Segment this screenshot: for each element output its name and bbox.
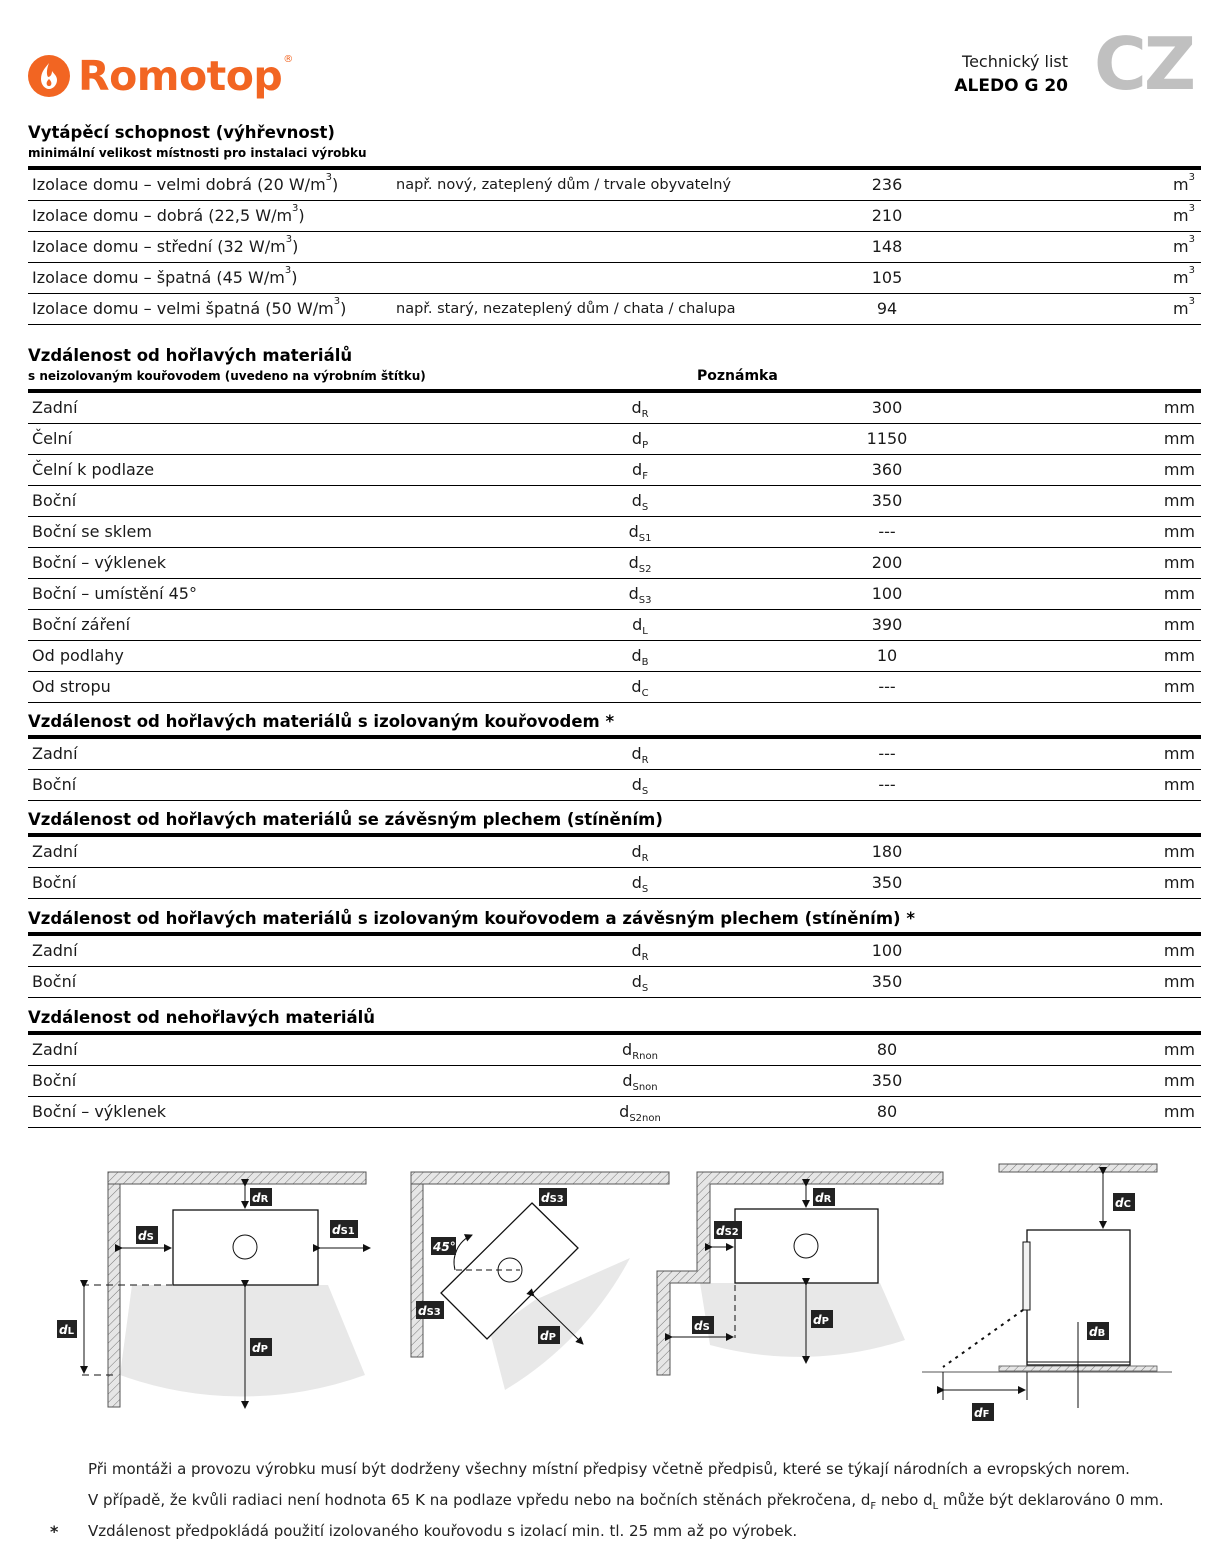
distance-label: Zadní bbox=[32, 744, 78, 763]
unit: mm bbox=[1163, 842, 1195, 861]
distance-value: 1150 bbox=[866, 429, 908, 448]
distance-label: Boční – výklenek bbox=[32, 553, 167, 572]
insulation-label: Izolace domu – špatná (45 $W/m^3$) bbox=[32, 265, 298, 287]
insulation-note: např. nový, zateplený dům / trvale obyvatelný bbox=[396, 177, 732, 193]
svg-text:dS: dS bbox=[138, 1229, 154, 1243]
distance-value: 10 bbox=[876, 646, 898, 665]
shield-title: Vzdálenost od hořlavých materiálů se závěsným plechem (stíněním) bbox=[28, 810, 663, 829]
table-row bbox=[28, 548, 1201, 579]
insulation-note: např. starý, nezateplený dům / chata / chalupa bbox=[396, 301, 736, 317]
unit: $m^3$ bbox=[1173, 172, 1195, 194]
svg-text:dP: dP bbox=[252, 1341, 268, 1355]
table-row bbox=[28, 393, 1201, 424]
label-dP-1 bbox=[250, 1338, 272, 1356]
svg-text:dS1: dS1 bbox=[332, 1223, 355, 1237]
distance-value: 390 bbox=[871, 615, 903, 634]
svg-text:dF: dF bbox=[974, 1406, 990, 1420]
insulation-label: Izolace domu – velmi dobrá (20 $W/m^3$) bbox=[32, 172, 339, 194]
svg-text:45°: 45° bbox=[433, 1240, 456, 1254]
table-row bbox=[28, 170, 1201, 201]
unit: $m^3$ bbox=[1173, 296, 1195, 318]
label-dS-2 bbox=[692, 1316, 714, 1334]
distance-symbol: $d_S$ bbox=[631, 491, 649, 513]
table-row bbox=[28, 424, 1201, 455]
unit: mm bbox=[1163, 553, 1195, 572]
distance-symbol: $d_{S2}$ bbox=[628, 553, 652, 575]
svg-text:dP: dP bbox=[813, 1313, 829, 1327]
distance-value: 80 bbox=[876, 1040, 898, 1059]
table-row bbox=[28, 739, 1201, 770]
svg-text:dS2: dS2 bbox=[716, 1224, 739, 1238]
footnote-insulated-flue: Vzdálenost předpokládá použití izolovaného kouřovodu s izolací min. tl. 25 mm až po výrobek. bbox=[88, 1522, 798, 1540]
unit: mm bbox=[1163, 398, 1195, 417]
distance-value: 360 bbox=[871, 460, 903, 479]
distance-symbol: $d_R$ bbox=[631, 398, 649, 420]
distance-label: Boční – výklenek bbox=[32, 1102, 167, 1121]
distance-symbol: $d_S$ bbox=[631, 972, 649, 994]
distance-symbol: $d_R$ bbox=[631, 941, 649, 963]
distance-value: --- bbox=[878, 744, 896, 763]
insulation-label: Izolace domu – velmi špatná (50 $W/m^3$) bbox=[32, 296, 347, 318]
table-row bbox=[28, 641, 1201, 672]
label-45deg bbox=[431, 1237, 456, 1255]
flame-icon bbox=[28, 55, 70, 97]
distance-value: 80 bbox=[876, 1102, 898, 1121]
registered-mark: ® bbox=[283, 54, 294, 65]
unit: mm bbox=[1163, 522, 1195, 541]
distance-label: Zadní bbox=[32, 1040, 78, 1059]
document-type: Technický list bbox=[962, 52, 1068, 71]
heating-table bbox=[28, 166, 1201, 325]
unit: mm bbox=[1163, 1040, 1195, 1059]
label-dC bbox=[1113, 1193, 1135, 1211]
insulation-label: Izolace domu – dobrá (22,5 $W/m^3$) bbox=[32, 203, 305, 225]
distance-symbol: $d_F$ bbox=[632, 460, 648, 482]
distance-value: 350 bbox=[871, 873, 903, 892]
table-row bbox=[28, 232, 1201, 263]
distance-label: Zadní bbox=[32, 941, 78, 960]
distance-value: 100 bbox=[871, 941, 903, 960]
label-dS2 bbox=[714, 1221, 742, 1239]
room-volume-value: 105 bbox=[871, 268, 903, 287]
label-dB bbox=[1087, 1322, 1109, 1340]
distance-label: Boční bbox=[32, 491, 77, 510]
unit: mm bbox=[1163, 873, 1195, 892]
label-dS3-side bbox=[416, 1301, 444, 1319]
distance-label: Zadní bbox=[32, 398, 78, 417]
unit: mm bbox=[1163, 1071, 1195, 1090]
distance-symbol: $d_P$ bbox=[631, 429, 649, 451]
distance-value: --- bbox=[878, 775, 896, 794]
insulation-label: Izolace domu – střední (32 $W/m^3$) bbox=[32, 234, 299, 256]
distance-symbol: $d_{Rnon}$ bbox=[622, 1040, 658, 1062]
unit: $m^3$ bbox=[1173, 234, 1195, 256]
unit: mm bbox=[1163, 744, 1195, 763]
room-volume-value: 210 bbox=[871, 206, 903, 225]
svg-text:dS3: dS3 bbox=[418, 1304, 441, 1318]
footnote-regulations: Při montáži a provozu výrobku musí být dodrženy všechny místní předpisy včetně předpisů, které se týkají národních a evropských norem. bbox=[88, 1460, 1130, 1478]
combustible-table bbox=[28, 389, 1201, 703]
label-dP-3 bbox=[811, 1310, 833, 1328]
combustible-title: Vzdálenost od hořlavých materiálů bbox=[28, 346, 353, 365]
heating-title: Vytápěcí schopnost (výhřevnost) bbox=[28, 123, 335, 142]
unit: mm bbox=[1163, 941, 1195, 960]
asterisk-marker: * bbox=[50, 1522, 59, 1541]
label-dS-1 bbox=[136, 1226, 158, 1244]
unit: mm bbox=[1163, 775, 1195, 794]
distance-label: Od podlahy bbox=[32, 646, 124, 665]
table-row bbox=[28, 837, 1201, 868]
distance-value: --- bbox=[878, 522, 896, 541]
svg-text:dR: dR bbox=[815, 1191, 832, 1205]
svg-text:dL: dL bbox=[59, 1323, 74, 1337]
table-row bbox=[28, 486, 1201, 517]
insulated-shield-table bbox=[28, 932, 1201, 998]
table-row bbox=[28, 610, 1201, 641]
language-code: CZ bbox=[1094, 22, 1194, 106]
heating-subtitle: minimální velikost místnosti pro instalaci výrobku bbox=[28, 146, 367, 160]
table-row bbox=[28, 1097, 1201, 1128]
label-dR-2 bbox=[813, 1188, 835, 1206]
table-row bbox=[28, 1066, 1201, 1097]
combustible-subtitle: s neizolovaným kouřovodem (uvedeno na výrobním štítku) bbox=[28, 369, 426, 383]
footnote-radiation: V případě, že kvůli radiaci není hodnota 65 K na podlaze vpředu nebo na bočních stěnách překročena, $d_F$ nebo $d_L$ může být deklarováno 0 mm. bbox=[88, 1491, 1164, 1512]
distance-label: Boční bbox=[32, 1071, 77, 1090]
table-row bbox=[28, 936, 1201, 967]
table-row bbox=[28, 1035, 1201, 1066]
distance-symbol: $d_S$ bbox=[631, 873, 649, 895]
label-dS1 bbox=[330, 1220, 358, 1238]
unit: mm bbox=[1163, 1102, 1195, 1121]
unit: mm bbox=[1163, 460, 1195, 479]
unit: mm bbox=[1163, 646, 1195, 665]
distance-symbol: $d_R$ bbox=[631, 744, 649, 766]
distance-value: 350 bbox=[871, 972, 903, 991]
note-column-header: Poznámka bbox=[697, 368, 778, 384]
table-row bbox=[28, 263, 1201, 294]
shield-table bbox=[28, 833, 1201, 899]
svg-text:dR: dR bbox=[252, 1191, 269, 1205]
distance-symbol: $d_{Snon}$ bbox=[622, 1071, 658, 1093]
unit: mm bbox=[1163, 615, 1195, 634]
distance-label: Boční bbox=[32, 972, 77, 991]
table-row bbox=[28, 579, 1201, 610]
distance-symbol: $d_R$ bbox=[631, 842, 649, 864]
distance-symbol: $d_{S3}$ bbox=[628, 584, 652, 606]
unit: mm bbox=[1163, 584, 1195, 603]
distance-symbol: $d_{S2non}$ bbox=[619, 1102, 661, 1124]
unit: mm bbox=[1163, 677, 1195, 696]
romotop-logo bbox=[28, 50, 293, 102]
distance-value: --- bbox=[878, 677, 896, 696]
distance-symbol: $d_S$ bbox=[631, 775, 649, 797]
table-row bbox=[28, 672, 1201, 703]
distance-label: Čelní k podlaze bbox=[32, 460, 155, 479]
unit: mm bbox=[1163, 972, 1195, 991]
clearance-diagrams bbox=[0, 1150, 1226, 1440]
svg-text:dS: dS bbox=[694, 1319, 710, 1333]
noncombustible-table bbox=[28, 1031, 1201, 1128]
distance-label: Od stropu bbox=[32, 677, 111, 696]
table-row bbox=[28, 770, 1201, 801]
distance-label: Boční se sklem bbox=[32, 522, 152, 541]
table-row bbox=[28, 201, 1201, 232]
label-dS3-top bbox=[539, 1188, 567, 1206]
noncombustible-title: Vzdálenost od nehořlavých materiálů bbox=[28, 1008, 376, 1027]
distance-label: Boční bbox=[32, 873, 77, 892]
table-row bbox=[28, 294, 1201, 325]
insulated-flue-title: Vzdálenost od hořlavých materiálů s izolovaným kouřovodem * bbox=[28, 712, 615, 731]
insulated-flue-table bbox=[28, 735, 1201, 801]
table-row bbox=[28, 455, 1201, 486]
table-row bbox=[28, 517, 1201, 548]
distance-label: Boční bbox=[32, 775, 77, 794]
svg-text:dP: dP bbox=[540, 1329, 556, 1343]
table-row bbox=[28, 967, 1201, 998]
unit: $m^3$ bbox=[1173, 265, 1195, 287]
unit: $m^3$ bbox=[1173, 203, 1195, 225]
product-model: ALEDO G 20 bbox=[954, 76, 1068, 96]
distance-value: 350 bbox=[871, 491, 903, 510]
label-dP-2 bbox=[538, 1326, 560, 1344]
label-dR-1 bbox=[250, 1188, 272, 1206]
distance-symbol: $d_L$ bbox=[632, 615, 648, 637]
label-dF bbox=[972, 1403, 994, 1421]
room-volume-value: 236 bbox=[871, 175, 903, 194]
diagram-top-view-niche bbox=[657, 1172, 943, 1375]
room-volume-value: 94 bbox=[876, 299, 898, 318]
insulated-shield-title: Vzdálenost od hořlavých materiálů s izolovaným kouřovodem a závěsným plechem (stíněním) * bbox=[28, 909, 915, 928]
svg-text:dB: dB bbox=[1089, 1325, 1106, 1339]
distance-value: 200 bbox=[871, 553, 903, 572]
distance-symbol: $d_B$ bbox=[631, 646, 649, 668]
distance-label: Boční – umístění 45° bbox=[32, 584, 197, 603]
distance-value: 100 bbox=[871, 584, 903, 603]
distance-symbol: $d_C$ bbox=[631, 677, 649, 699]
page-header bbox=[0, 0, 1226, 120]
distance-label: Čelní bbox=[32, 429, 73, 448]
unit: mm bbox=[1163, 429, 1195, 448]
distance-value: 350 bbox=[871, 1071, 903, 1090]
label-dL bbox=[57, 1320, 77, 1338]
svg-text:dC: dC bbox=[1115, 1196, 1131, 1210]
brand-name: Romotop bbox=[78, 51, 283, 100]
distance-label: Zadní bbox=[32, 842, 78, 861]
diagram-top-view-standard bbox=[82, 1172, 370, 1408]
svg-text:dS3: dS3 bbox=[541, 1191, 564, 1205]
distance-value: 300 bbox=[871, 398, 903, 417]
room-volume-value: 148 bbox=[871, 237, 903, 256]
distance-value: 180 bbox=[871, 842, 903, 861]
unit: mm bbox=[1163, 491, 1195, 510]
table-row bbox=[28, 868, 1201, 899]
distance-symbol: $d_{S1}$ bbox=[628, 522, 652, 544]
distance-label: Boční záření bbox=[32, 615, 131, 634]
